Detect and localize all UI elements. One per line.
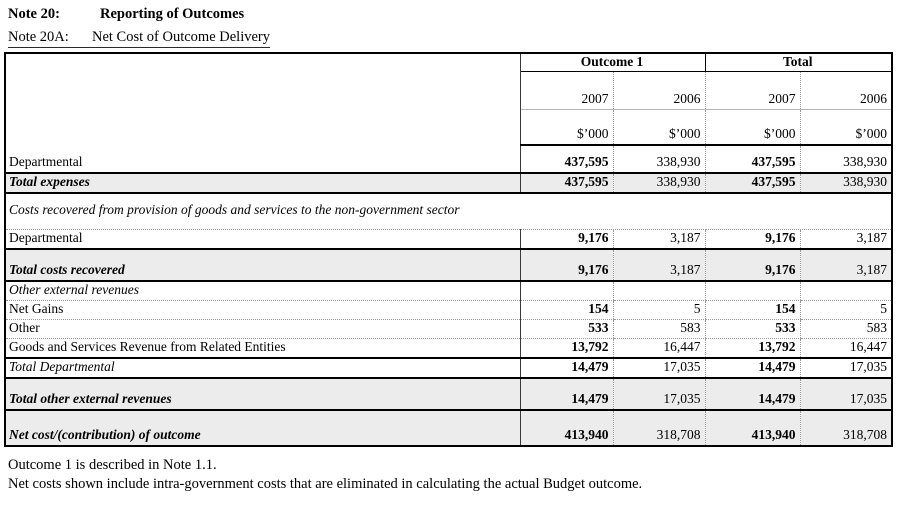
value-cell: 17,035 <box>800 378 892 410</box>
value-cell: 413,940 <box>520 410 613 446</box>
value-cell: 9,176 <box>705 249 800 281</box>
value-cell: 16,447 <box>800 339 892 359</box>
value-cell: 14,479 <box>520 358 613 378</box>
value-cell: 437,595 <box>520 145 613 173</box>
unit-header: $’000 <box>613 109 705 145</box>
unit-header: $’000 <box>800 109 892 145</box>
row-label: Goods and Services Revenue from Related Entities <box>5 339 520 359</box>
note-number: Note 20: <box>8 6 60 22</box>
note-sub-number: Note 20A: <box>8 29 69 45</box>
value-cell: 338,930 <box>800 145 892 173</box>
value-cell <box>705 281 800 301</box>
row-label: Total costs recovered <box>5 249 520 281</box>
value-cell: 437,595 <box>520 173 613 193</box>
table-row <box>5 320 892 339</box>
row-label: Net cost/(contribution) of outcome <box>5 410 520 446</box>
net-cost-of-outcome-table <box>4 52 893 447</box>
row-label: Departmental <box>5 229 520 249</box>
value-cell: 16,447 <box>613 339 705 359</box>
table-row <box>5 249 892 281</box>
value-cell: 154 <box>705 301 800 320</box>
table-row <box>5 229 892 249</box>
column-group-row <box>5 53 892 71</box>
row-label: Total expenses <box>5 173 520 193</box>
footnote-line: Net costs shown include intra-government costs that are eliminated in calculating the actual Budget outcome. <box>8 475 643 492</box>
value-cell: 3,187 <box>613 229 705 249</box>
value-cell: 13,792 <box>520 339 613 359</box>
row-label: Total Departmental <box>5 358 520 378</box>
table-row <box>5 193 892 229</box>
table-row <box>5 358 892 378</box>
value-cell: 583 <box>613 320 705 339</box>
year-header: 2006 <box>800 71 892 109</box>
row-label: Other external revenues <box>5 281 520 301</box>
value-cell: 9,176 <box>520 229 613 249</box>
row-label: Net Gains <box>5 301 520 320</box>
value-cell <box>800 281 892 301</box>
table-row <box>5 281 892 301</box>
value-cell: 14,479 <box>705 378 800 410</box>
year-header: 2006 <box>613 71 705 109</box>
value-cell: 437,595 <box>705 173 800 193</box>
note-subheading <box>8 29 270 48</box>
note-subheading-underline <box>8 29 270 48</box>
table-row <box>5 410 892 446</box>
value-cell: 5 <box>613 301 705 320</box>
note-title-text: Reporting of Outcomes <box>100 6 245 22</box>
row-label: Costs recovered from provision of goods and services to the non-government sector <box>5 193 892 229</box>
value-cell: 14,479 <box>520 378 613 410</box>
table-row <box>5 145 892 173</box>
value-cell: 318,708 <box>613 410 705 446</box>
year-header: 2007 <box>520 71 613 109</box>
value-cell: 154 <box>520 301 613 320</box>
value-cell: 9,176 <box>705 229 800 249</box>
note-heading <box>8 6 244 23</box>
column-group-total: Total <box>705 53 892 71</box>
value-cell: 338,930 <box>800 173 892 193</box>
value-cell: 17,035 <box>613 378 705 410</box>
value-cell: 9,176 <box>520 249 613 281</box>
value-cell: 5 <box>800 301 892 320</box>
value-cell: 13,792 <box>705 339 800 359</box>
value-cell: 3,187 <box>800 229 892 249</box>
value-cell: 3,187 <box>613 249 705 281</box>
value-cell: 338,930 <box>613 145 705 173</box>
value-cell: 533 <box>520 320 613 339</box>
table-row <box>5 173 892 193</box>
value-cell: 533 <box>705 320 800 339</box>
row-label: Departmental <box>5 145 520 173</box>
column-group-outcome1: Outcome 1 <box>520 53 705 71</box>
value-cell: 14,479 <box>705 358 800 378</box>
row-label: Other <box>5 320 520 339</box>
value-cell: 3,187 <box>800 249 892 281</box>
value-cell: 413,940 <box>705 410 800 446</box>
table-body <box>5 145 892 446</box>
table-row <box>5 339 892 359</box>
value-cell: 17,035 <box>800 358 892 378</box>
value-cell: 17,035 <box>613 358 705 378</box>
value-cell: 338,930 <box>613 173 705 193</box>
unit-header: $’000 <box>520 109 613 145</box>
value-cell <box>613 281 705 301</box>
note-subtitle-text: Net Cost of Outcome Delivery <box>92 29 270 45</box>
year-header: 2007 <box>705 71 800 109</box>
table-corner-cell <box>5 53 520 145</box>
table-header <box>5 53 892 145</box>
table-row <box>5 378 892 410</box>
row-label: Total other external revenues <box>5 378 520 410</box>
unit-header: $’000 <box>705 109 800 145</box>
value-cell: 437,595 <box>705 145 800 173</box>
table-row <box>5 301 892 320</box>
value-cell: 583 <box>800 320 892 339</box>
footnotes <box>8 456 642 493</box>
value-cell: 318,708 <box>800 410 892 446</box>
value-cell <box>520 281 613 301</box>
footnote-line: Outcome 1 is described in Note 1.1. <box>8 457 217 473</box>
